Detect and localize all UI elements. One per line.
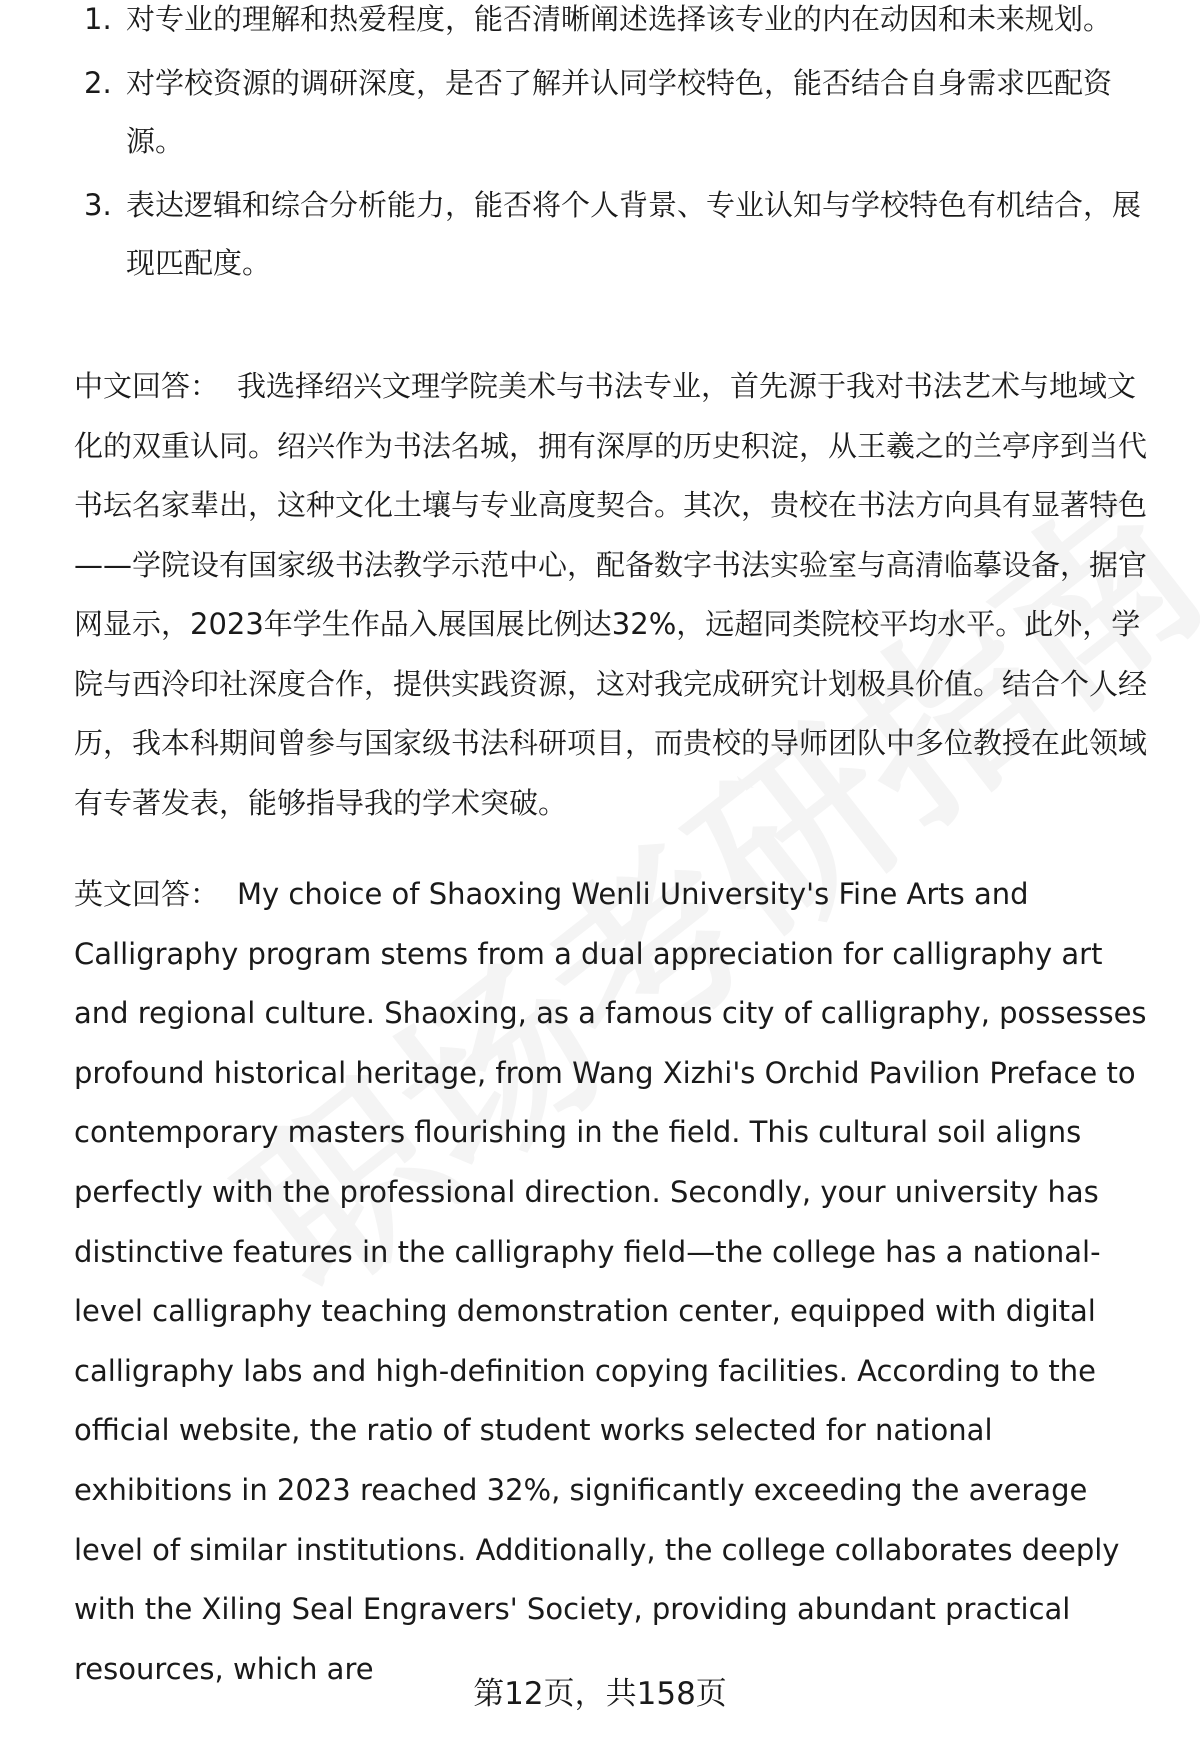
criteria-item — [74, 0, 1154, 48]
evaluation-criteria-list — [74, 0, 1154, 298]
criteria-item — [74, 176, 1154, 292]
chinese-answer-text: 我选择绍兴文理学院美术与书法专业，首先源于我对书法艺术与地域文化的双重认同。绍兴作为书法名城，拥有深厚的历史积淀，从王羲之的兰亭序到当代书坛名家辈出，这种文化土壤与专业高度契合。其次，贵校在书法方向具有显著特色——学院设有国家级书法教学示范中心，配备数字书法实验室与高清临摹设备，据官网显示，2023年学生作品入展国展比例达32%，远超同类院校平均水平。此外，学院与西泠印社深度合作，提供实践资源，这对我完成研究计划极具价值。结合个人经历，我本科期间曾参与国家级书法科研项目，而贵校的导师团队中多位教授在此领域有专著发表，能够指导我的学术突破。 — [74, 369, 1148, 820]
english-answer-text: My choice of Shaoxing Wenli University's Fine Arts and Calligraphy program stems from a dual appreciation for calligraphy art and regional culture. Shaoxing, as a famous city of calligraphy, possesses profound historical heritage, from Wang Xizhi's Orchid Pavilion Preface to contemporary masters flourishing in the field. This cultural soil aligns perfectly with the professional direction. Secondly, your university has distinctive features in the calligraphy field—the college has a national-level calligraphy teaching demonstration center, equipped with digital calligraphy labs and high-definition copying facilities. According to the official website, the ratio of student works selected for national exhibitions in 2023 reached 32%, significantly exceeding the average level of similar institutions. Additionally, the college collaborates deeply with the Xiling Seal Engravers' Society, providing abundant practical resources, which are — [74, 877, 1147, 1686]
chinese-answer-label: 中文回答： — [74, 369, 220, 403]
criteria-text: 对学校资源的调研深度，是否了解并认同学校特色，能否结合自身需求匹配资源。 — [126, 66, 1113, 158]
criteria-number: 2. — [84, 66, 112, 100]
criteria-item — [74, 54, 1154, 170]
criteria-text: 对专业的理解和热爱程度，能否清晰阐述选择该专业的内在动因和未来规划。 — [126, 2, 1113, 36]
criteria-number: 1. — [84, 2, 112, 36]
chinese-answer-paragraph — [74, 357, 1154, 833]
english-answer-paragraph — [74, 865, 1154, 1699]
page-number-footer: 第12页，共158页 — [473, 1676, 727, 1712]
criteria-number: 3. — [84, 188, 112, 222]
criteria-text: 表达逻辑和综合分析能力，能否将个人背景、专业认知与学校特色有机结合，展现匹配度。 — [126, 188, 1142, 280]
english-answer-label: 英文回答： — [74, 877, 220, 911]
